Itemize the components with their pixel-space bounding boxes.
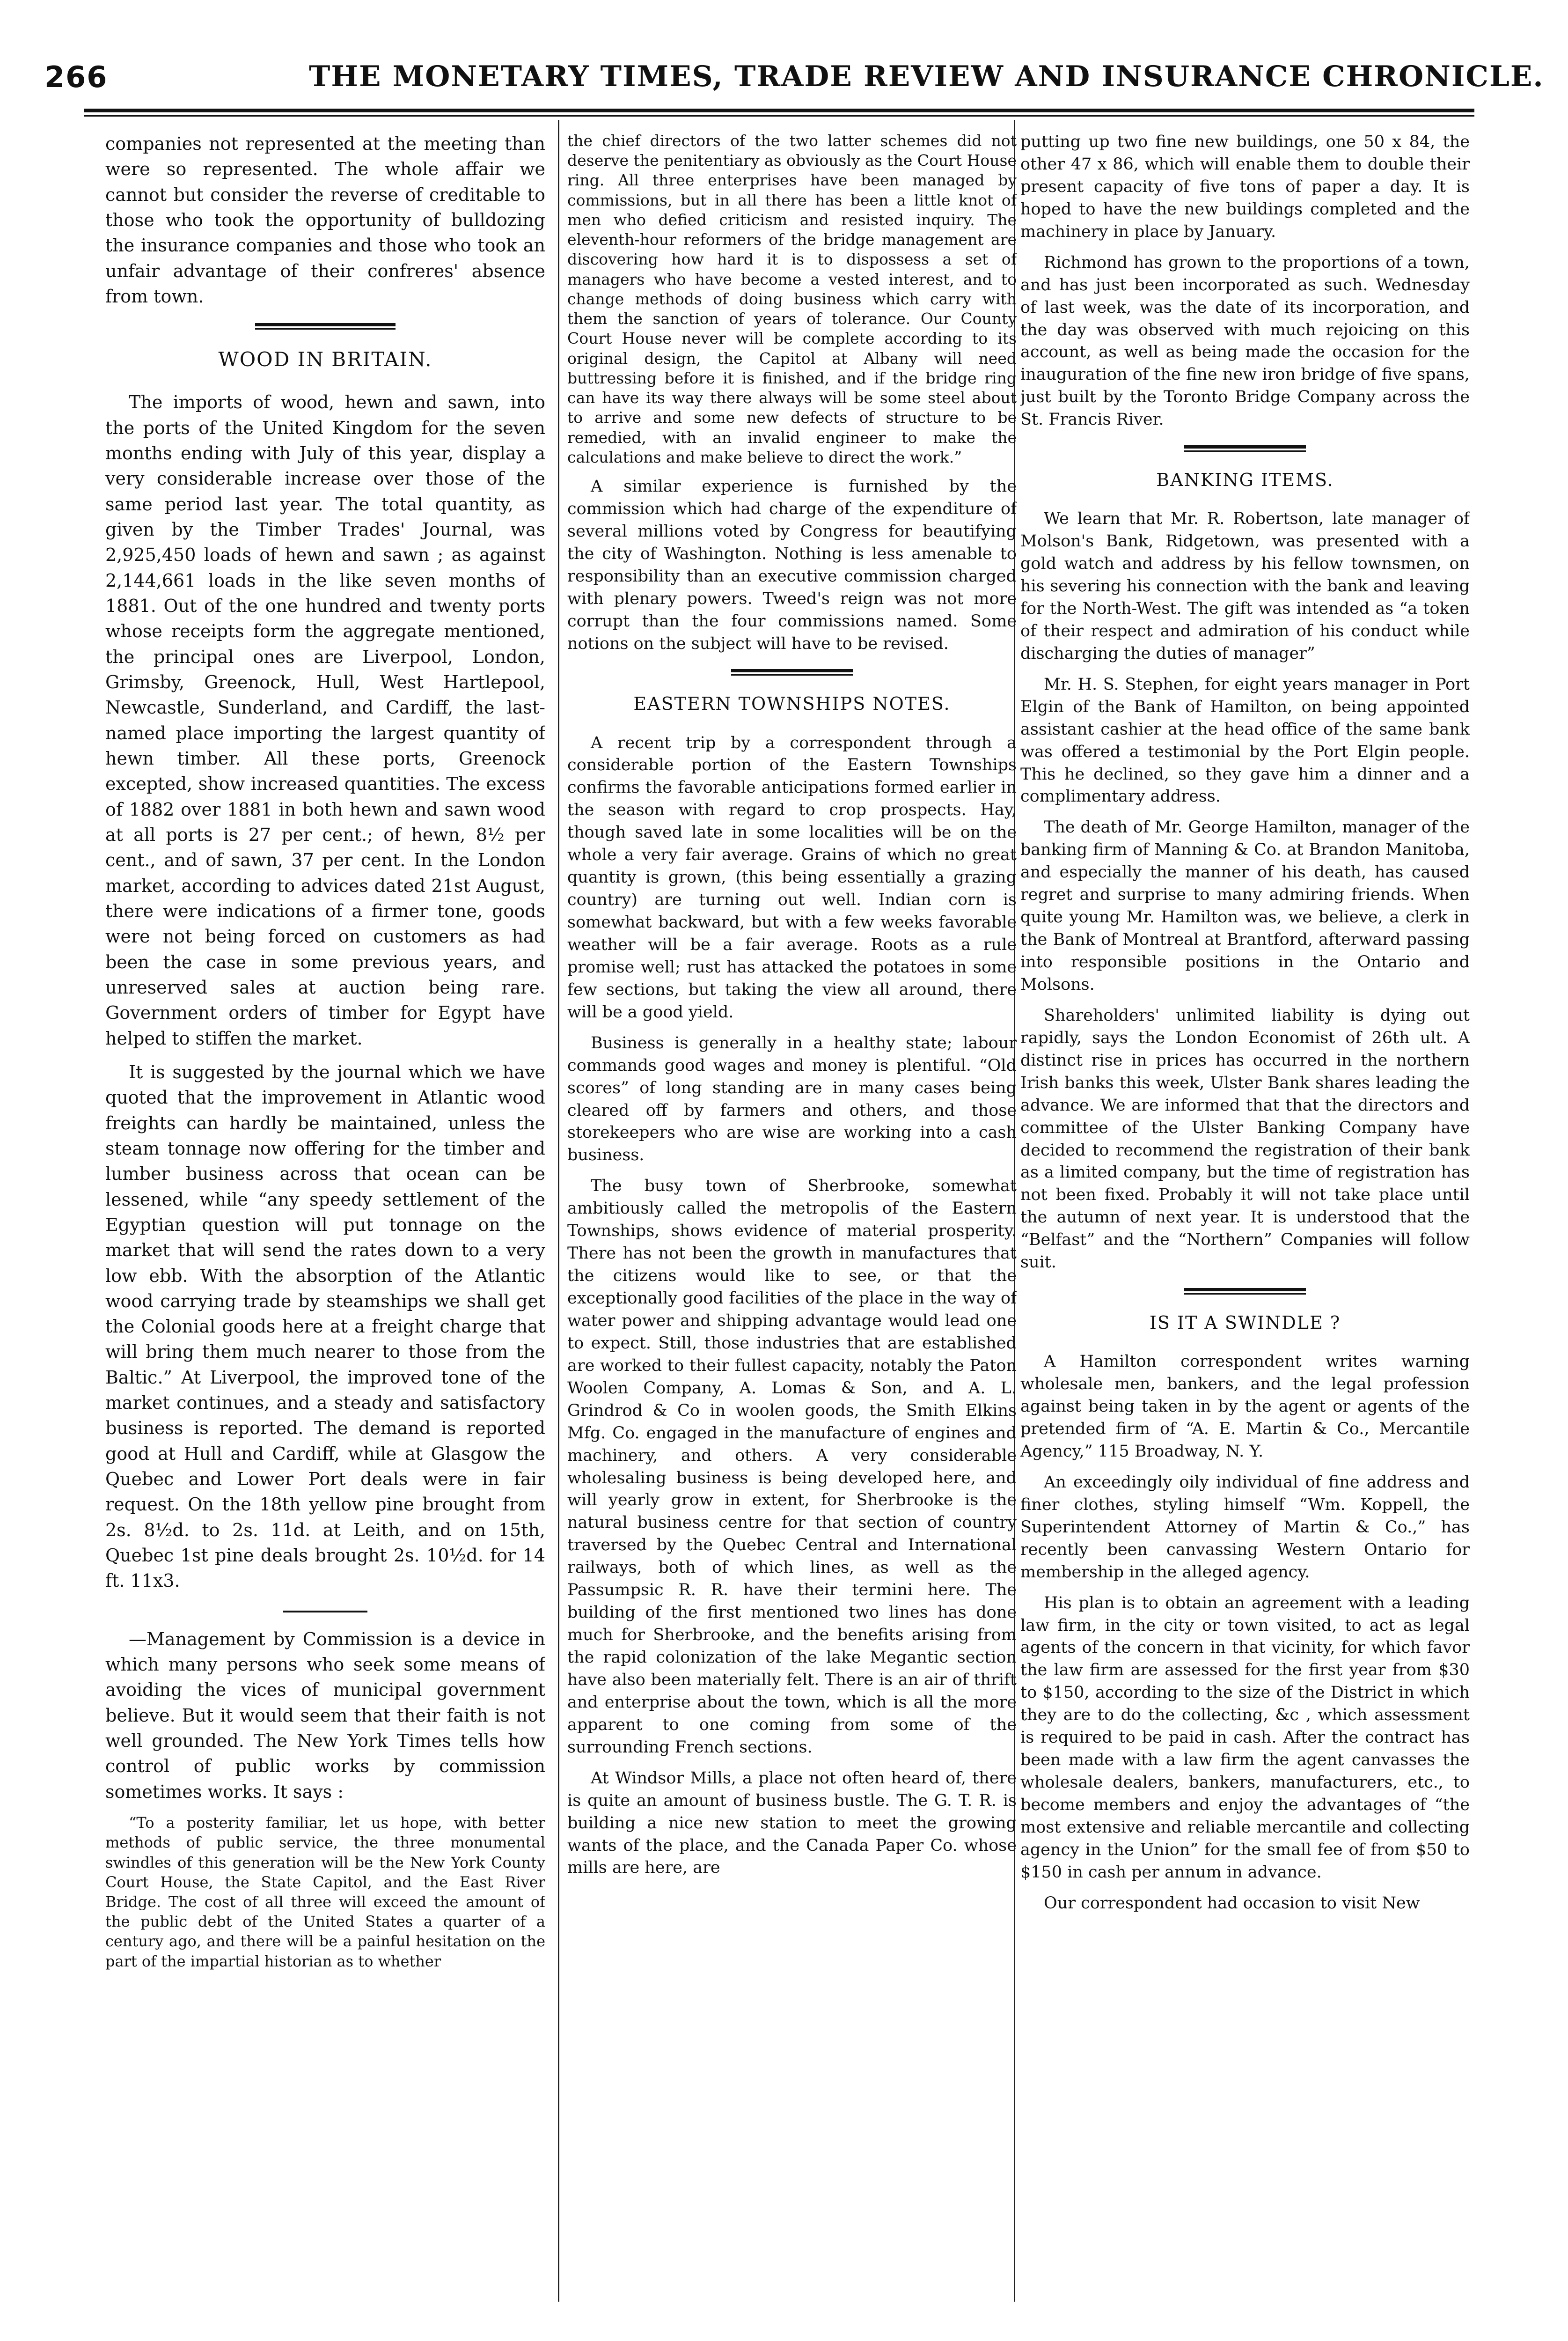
article-paragraph: A Hamilton correspondent writes warning wholesale men, bankers, and the legal profession against being taken in by the agent or agents of the pretended firm of “A. E. Martin & Co., Mercantile Agency,” 115 Broadway, N. Y. (1020, 1352, 1470, 1461)
section-separator (255, 323, 396, 330)
section-separator (731, 669, 853, 676)
section-heading-is-it-a-swindle: IS IT A SWINDLE ? (1149, 1312, 1341, 1333)
short-separator (283, 1611, 367, 1612)
article-paragraph: putting up two fine new buildings, one 50 x 84, the other 47 x 86, which will enable them to double their present capacity of five tons of paper a day. It is hoped to have the new buildings completed and the machinery in place by January. (1020, 133, 1470, 241)
section-heading-eastern-townships: EASTERN TOWNSHIPS NOTES. (633, 693, 951, 714)
page-number: 266 (44, 60, 108, 94)
header-rule-thick (84, 109, 1474, 112)
article-paragraph: Shareholders' unlimited liability is dying out rapidly, says the London Economist of 26th ult. A distinct rise in prices has occurred in the northern Irish banks this week, Ulster Bank shares leading the advance. We are informed that that the directors and committee of the Ulster Banking Company have decided to recommend the registration of their bank as a limited company, but the time of registration has not been fixed. Probably it will not take place until the autumn of next year. It is understood that the “Belfast” and the “Northern” Companies will follow suit. (1020, 1006, 1470, 1272)
article-paragraph: Mr. H. S. Stephen, for eight years manager in Port Elgin of the Bank of Hamilton, on being appointed assistant cashier at the head office of the same bank was offered a testimonial by the Port Elgin people. This he declined, so they gave him a dinner and a complimentary address. (1020, 675, 1470, 806)
article-paragraph: —Management by Commission is a device in which many persons who seek some means of avoiding the vices of municipal government believe. But it would seem that their faith is not well grounded. The New York Times tells how control of public works by commission sometimes works. It says : (105, 1628, 545, 1802)
running-title: THE MONETARY TIMES, TRADE REVIEW AND INSURANCE CHRONICLE. (309, 60, 1544, 93)
page-header (0, 56, 1568, 108)
article-paragraph: The imports of wood, hewn and sawn, into the ports of the United Kingdom for the seven months ending with July of this year, display a very considerable increase over those of the same period last year. The total quantity, as given by the Timber Trades' Journal, was 2,925,450 loads of hewn and sawn ; as against 2,144,661 loads in the like seven months of 1881. Out of the one hundred and twenty ports whose receipts form the aggregate mentioned, the principal ones are Liverpool, London, Grimsby, Greenock, Hull, West Hartlepool, Newcastle, Sunderland, and Cardiff, the last-named place importing the largest quantity of hewn timber. All these ports, Greenock excepted, show increased quantities. The excess of 1882 over 1881 in both hewn and sawn wood at all ports is 27 per cent.; of hewn, 8½ per cent., and of sawn, 37 per cent. In the London market, according to advices dated 21st August, there were indications of a firmer tone, goods were not being forced on customers as had been the case in some previous years, and unreserved sales at auction being rare. Government orders of timber for Egypt have helped to stiffen the market. (105, 392, 545, 1049)
article-paragraph: His plan is to obtain an agreement with a leading law firm, in the city or town visited, to act as legal agents of the concern in that vicinity, for which favor the law firm are assessed for the first year from $30 to $150, according to the size of the District in which they are to do the collecting, &c , which assessment is required to be paid in cash. After the contract has been made with a law firm the agent canvasses the wholesale dealers, bankers, manufacturers, etc., to become members and enjoy the advantages of “the most extensive and reliable mercantile and collecting agency in the Union” for the small fee of from $50 to $150 in cash per annum in advance. (1020, 1593, 1470, 1882)
quoted-paragraph: “To a posterity familiar, let us hope, with better methods of public service, the three monumental swindles of this generation will be the New York County Court House, the State Capitol, and the East River Bridge. The cost of all three will exceed the amount of the public debt of the United States a quarter of a century ago, and there will be a painful hesitation on the part of the impartial historian as to whether (105, 1814, 545, 1970)
section-separator (1184, 445, 1306, 452)
article-paragraph: A recent trip by a correspondent through a considerable portion of the Eastern Townships confirms the favorable anticipations formed earlier in the season with regard to crop prospects. Hay, though saved late in some localities will be on the whole a very fair average. Grains of which no great quantity is grown, (this being essentially a grazing country) are turning out well. Indian corn is somewhat backward, but with a few weeks favorable weather will be a fair average. Roots as a rule promise well; rust has attacked the potatoes in some few sections, but taking the view all around, there will be a good yield. (567, 733, 1017, 1022)
column-2 (567, 131, 1017, 2332)
article-paragraph: companies not represented at the meeting than were so represented. The whole affair we cannot but consider the reverse of creditable to those who took the opportunity of bulldozing the insurance companies and those who took an unfair advantage of their confreres' absence from town. (105, 133, 545, 307)
column-divider-1 (558, 120, 559, 2302)
article-paragraph: Business is generally in a healthy state; labour commands good wages and money is plentiful. “Old scores” of long standing are in many cases being cleared off by farmers and others, and those storekeepers who are wise are working into a cash business. (567, 1033, 1017, 1165)
article-paragraph: The busy town of Sherbrooke, somewhat ambitiously called the metropolis of the Eastern Townships, shows evidence of material prosperity. There has not been the growth in manufactures that the citizens would like to see, or that the exceptionally good facilities of the place in the way of water power and shipping advantage would lead one to expect. Still, those industries that are established are worked to their fullest capacity, notably the Paton Woolen Company, A. Lomas & Son, and A. L. Grindrod & Co in woolen goods, the Smith Elkins Mfg. Co. engaged in the manufacture of engines and machinery, and others. A very considerable wholesaling business is being developed here, and will yearly grow in extent, for Sherbrooke is the natural business centre for that section of country traversed by the Quebec Central and International railways, both of which lines, as well as the Passumpsic R. R. have their termini here. The building of the first mentioned two lines has done much for Sherbrooke, and the benefits arising from the rapid colonization of the lake Megantic section have also been materially felt. There is an air of thrift and enterprise about the town, which is all the more apparent to one coming from some of the surrounding French sections. (567, 1177, 1017, 1757)
section-heading-wood-in-britain: WOOD IN BRITAIN. (218, 348, 432, 371)
section-separator (1184, 1288, 1306, 1295)
quoted-paragraph: the chief directors of the two latter schemes did not deserve the penitentiary as obviously as the Court House ring. All three enterprises have been managed by commissions, but in all there has been a little knot of men who defied criticism and resisted inquiry. The eleventh-hour reformers of the bridge management are discovering how hard it is to dispossess a set of managers who have become a vested interest, and to change methods of doing business which carry with them the sanction of years of tolerance. Our County Court House never will be complete according to its original design, the Capitol at Albany will need buttressing before it is finished, and if the bridge ring can have its way there always will be some steel about to arrive and some new defects of structure to be remedied, with an invalid engineer to make the calculations and make believe to direct the work.” (567, 132, 1017, 466)
article-paragraph: Our correspondent had occasion to visit New (1044, 1893, 1420, 1913)
column-3 (1020, 131, 1470, 2332)
article-paragraph: At Windsor Mills, a place not often heard of, there is quite an amount of business bustle. The G. T. R. is building a nice new station to meet the growing wants of the place, and the Canada Paper Co. whose mills are here, are (567, 1768, 1017, 1877)
article-paragraph: A similar experience is furnished by the commission which had charge of the expenditure of several millions voted by Congress for beautifying the city of Washington. Nothing is less amenable to responsibility than an executive commission charged with plenary powers. Tweed's reign was not more corrupt than the four commissions named. Some notions on the subject will have to be revised. (567, 477, 1017, 653)
article-paragraph: We learn that Mr. R. Robertson, late manager of Molson's Bank, Ridgetown, was presented with a gold watch and address by his fellow townsmen, on his severing his connection with the bank and leaving for the North-West. The gift was intended as “a token of their respect and admiration of his conduct while discharging the duties of manager” (1020, 509, 1470, 663)
article-paragraph: An exceedingly oily individual of fine address and finer clothes, styling himself “Wm. Koppell, the Superintendent Attorney of Martin & Co.,” has recently been canvassing Western Ontario for membership in the alleged agency. (1020, 1472, 1470, 1582)
article-paragraph: The death of Mr. George Hamilton, manager of the banking firm of Manning & Co. at Brandon Manitoba, and especially the manner of his death, has caused regret and surprise to many admiring friends. When quite young Mr. Hamilton was, we believe, a clerk in the Bank of Montreal at Brantford, afterward passing into responsible positions in the Ontario and Molsons. (1020, 818, 1470, 994)
column-1 (105, 131, 545, 2332)
section-heading-banking-items: BANKING ITEMS. (1156, 470, 1334, 491)
header-rule-thin (84, 115, 1474, 117)
article-paragraph: Richmond has grown to the proportions of a town, and has just been incorporated as such. Wednesday of last week, was the date of its incorporation, and the day was observed with much rejoicing on this account, as well as being made the occasion for the inauguration of the fine new iron bridge of five spans, just built by the Toronto Bridge Company across the St. Francis River. (1020, 253, 1470, 429)
article-paragraph: It is suggested by the journal which we have quoted that the improvement in Atlantic wood freights can hardly be maintained, unless the steam tonnage now offering for the timber and lumber business across that ocean can be lessened, while “any speedy settlement of the Egyptian question will put tonnage on the market that will send the rates down to a very low ebb. With the absorption of the Atlantic wood carrying trade by steamships we shall get the Colonial goods here at a freight charge that will bring them much nearer to those from the Baltic.” At Liverpool, the improved tone of the market continues, and a steady and satisfactory business is reported. The demand is reported good at Hull and Cardiff, while at Glasgow the Quebec and Lower Port deals were in fair request. On the 18th yellow pine brought from 2s. 8½d. to 2s. 11d. at Leith, and on 15th, Quebec 1st pine deals brought 2s. 10½d. for 14 ft. 11x3. (105, 1061, 545, 1591)
